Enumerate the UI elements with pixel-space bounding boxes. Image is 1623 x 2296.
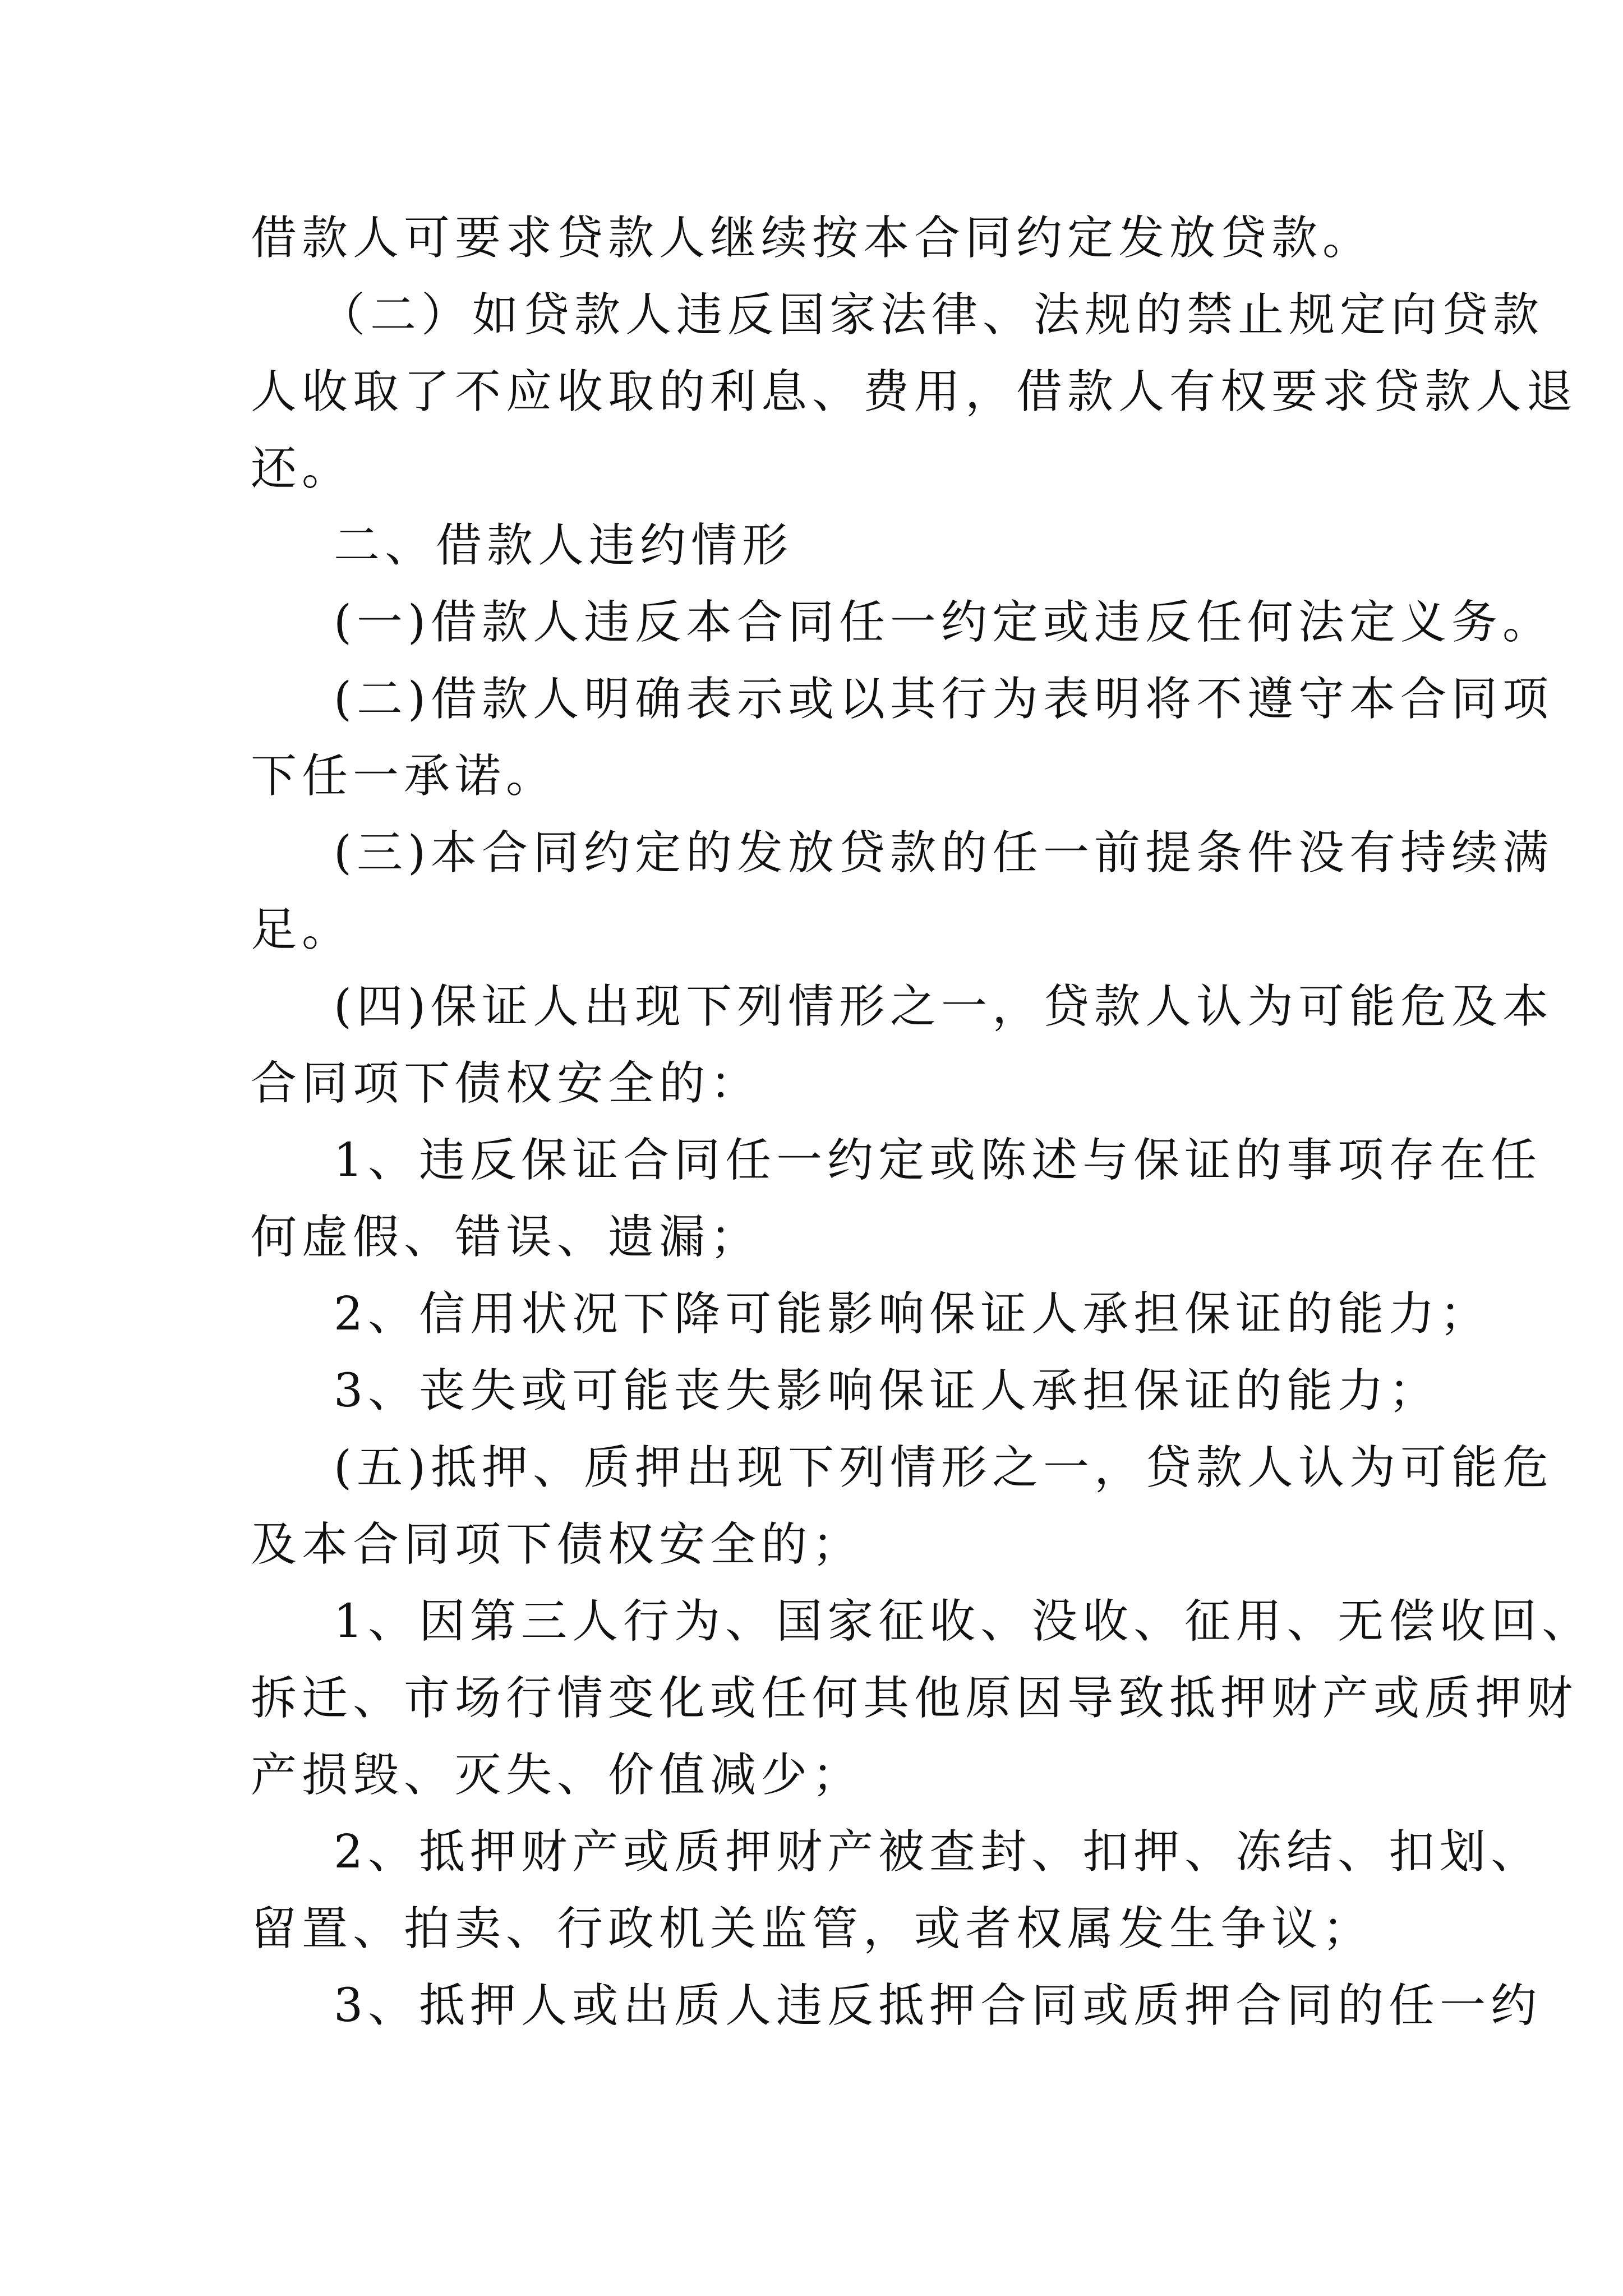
text-line: (四)保证人出现下列情形之一，贷款人认为可能危及本 bbox=[334, 980, 1553, 1033]
text-line: (五)抵押、质押出现下列情形之一，贷款人认为可能危 bbox=[334, 1441, 1553, 1494]
text-line: 何虚假、错误、遗漏； bbox=[251, 1211, 762, 1264]
text-line: 留置、拍卖、行政机关监管，或者权属发生争议； bbox=[251, 1902, 1374, 1955]
text-line: 3、丧失或可能丧失影响保证人承担保证的能力； bbox=[334, 1364, 1440, 1418]
text-line: 2、抵押财产或质押财产被查封、扣押、冻结、扣划、 bbox=[334, 1825, 1542, 1879]
text-line: 3、抵押人或出质人违反抵押合同或质押合同的任一约 bbox=[334, 1979, 1542, 2032]
text-line: 人收取了不应收取的利息、费用，借款人有权要求贷款人退 bbox=[251, 365, 1578, 418]
text-line: 2、信用状况下降可能影响保证人承担保证的能力； bbox=[334, 1287, 1491, 1341]
text-line: 产损毁、灭失、价值减少； bbox=[251, 1749, 864, 1802]
text-line: (一)借款人违反本合同任一约定或违反任何法定义务。 bbox=[334, 596, 1553, 649]
text-line: (三)本合同约定的发放贷款的任一前提条件没有持续满 bbox=[334, 826, 1553, 880]
text-line: 1、因第三人行为、国家征收、没收、征用、无偿收回、 bbox=[334, 1595, 1593, 1648]
text-line: 合同项下债权安全的： bbox=[251, 1057, 762, 1110]
text-line: 下任一承诺。 bbox=[251, 749, 557, 803]
text-line: （二）如贷款人违反国家法律、法规的禁止规定向贷款 bbox=[319, 288, 1544, 342]
text-line: 还。 bbox=[251, 442, 353, 495]
text-line: 借款人可要求贷款人继续按本合同约定发放贷款。 bbox=[251, 211, 1374, 265]
text-line: 1、违反保证合同任一约定或陈述与保证的事项存在任 bbox=[334, 1134, 1542, 1187]
section-heading: 二、借款人违约情形 bbox=[334, 519, 794, 572]
text-line: 拆迁、市场行情变化或任何其他原因导致抵押财产或质押财 bbox=[251, 1672, 1578, 1725]
text-line: (二)借款人明确表示或以其行为表明将不遵守本合同项 bbox=[334, 673, 1553, 726]
text-line: 足。 bbox=[251, 903, 353, 956]
text-line: 及本合同项下债权安全的； bbox=[251, 1518, 864, 1571]
